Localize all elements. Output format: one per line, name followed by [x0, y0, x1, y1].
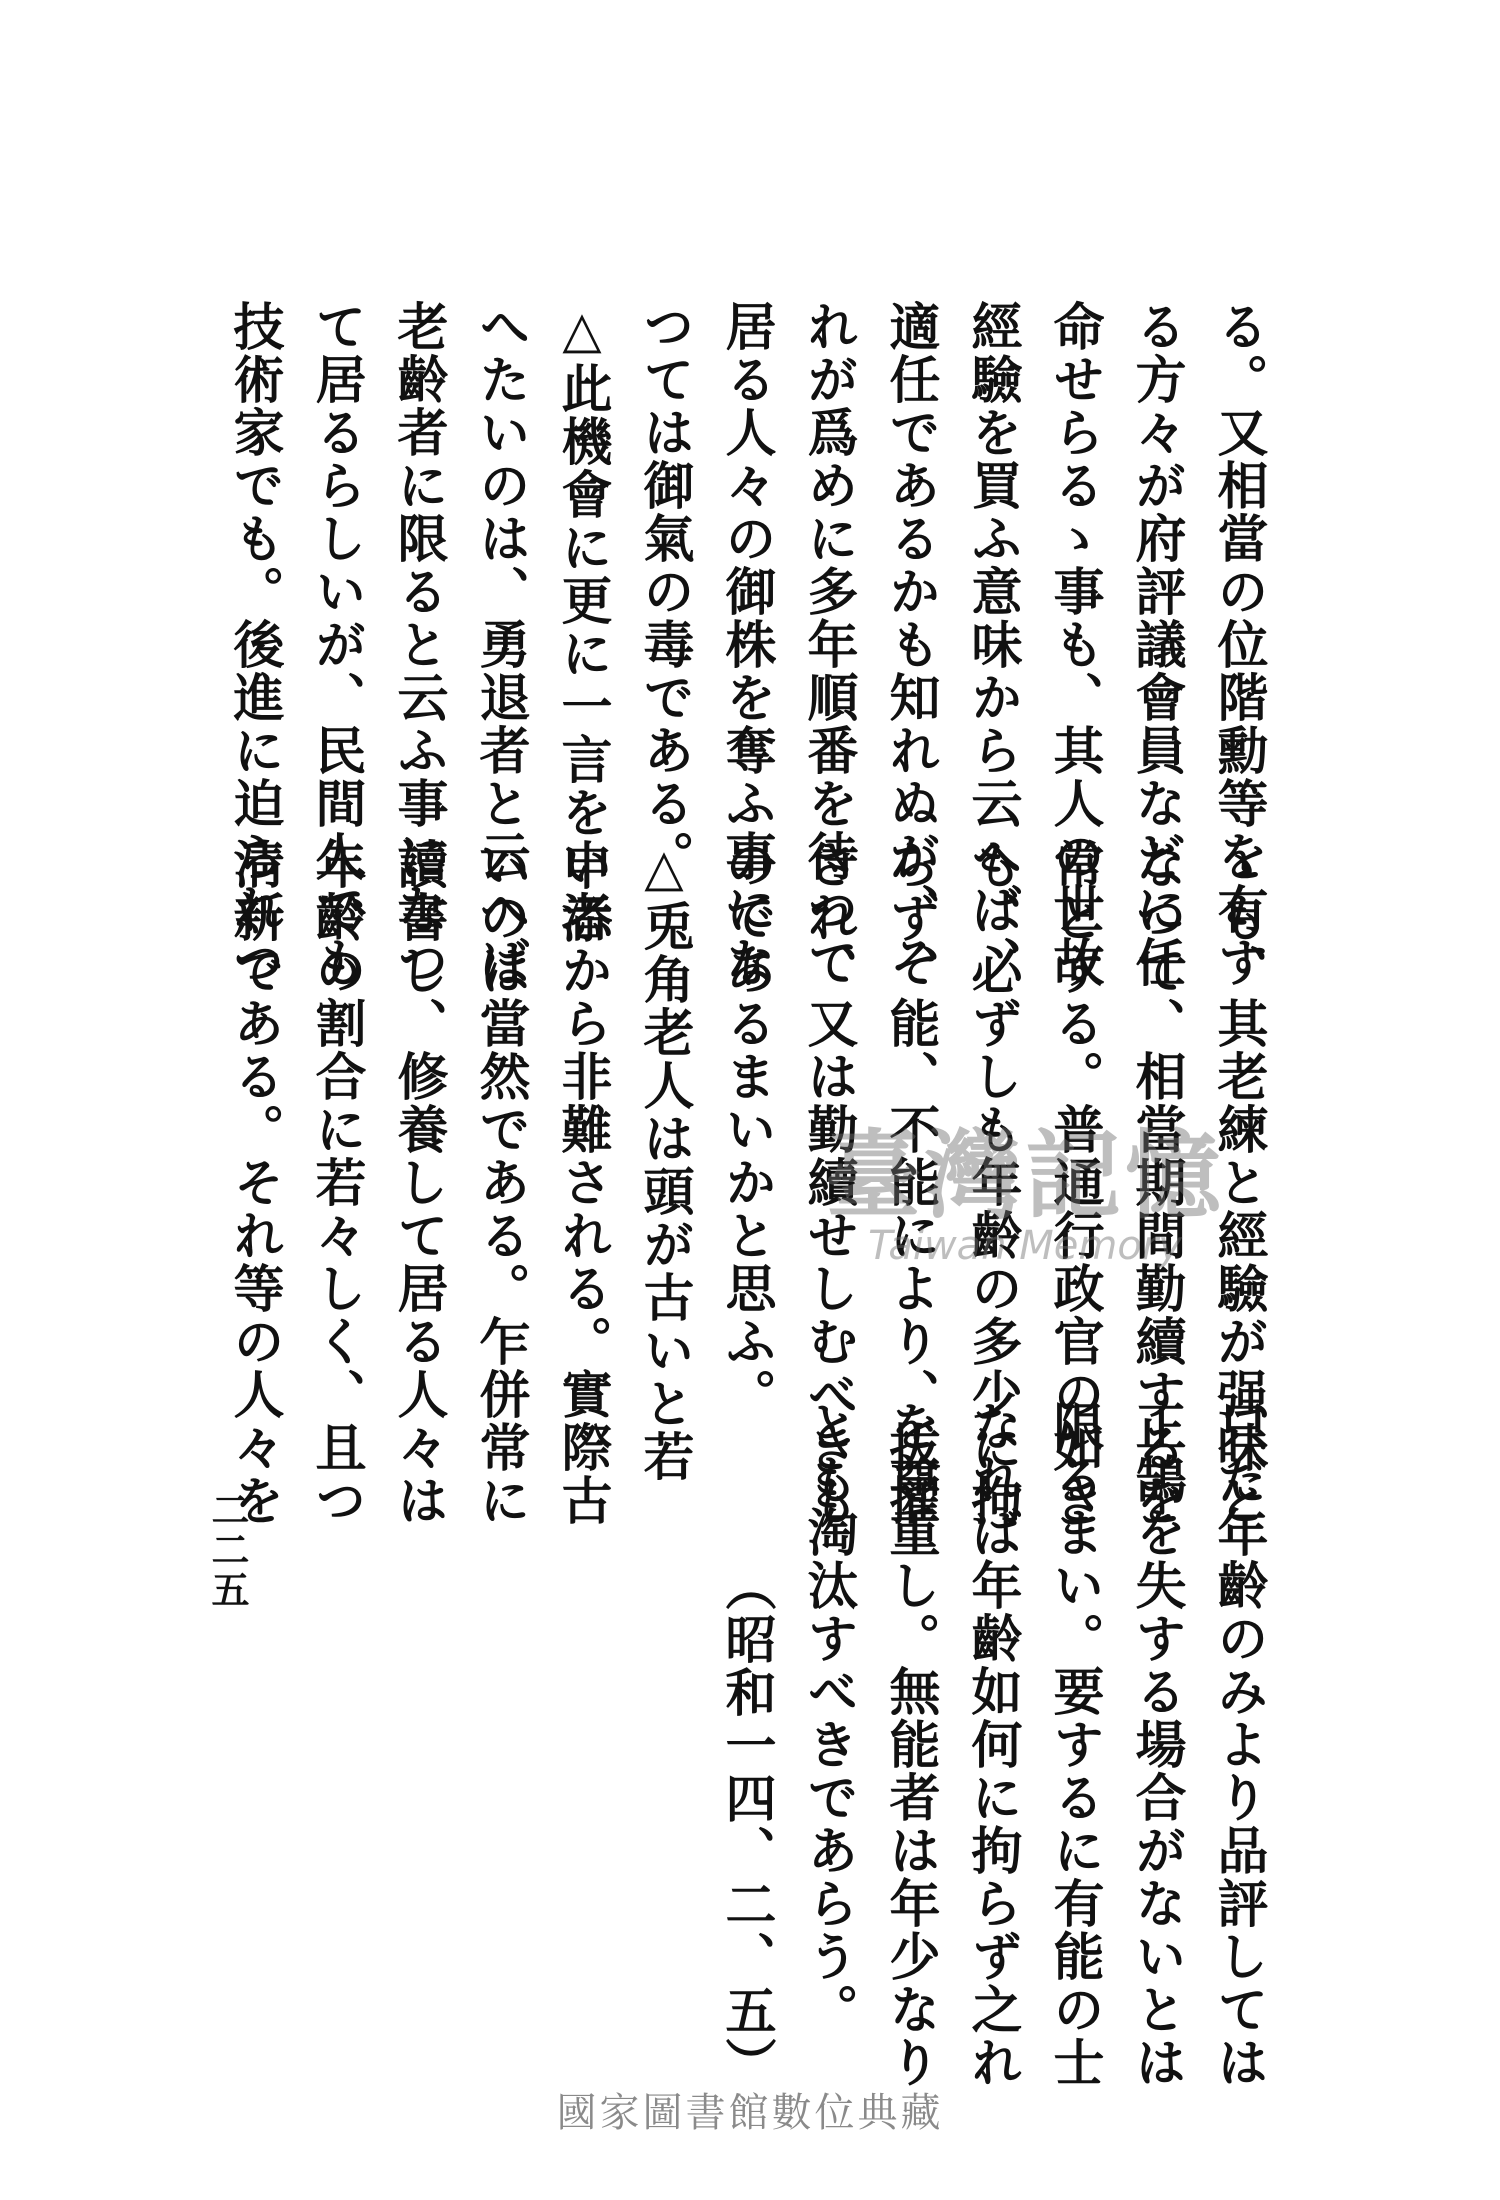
text-column: 老齡者に限ると云ふ事になつ — [388, 300, 448, 989]
date-line: （昭和一四、二、五） — [716, 1560, 776, 2090]
text-column: 淸新である。それ等の人々を — [224, 838, 284, 1527]
text-column: のであるまいかと思ふ。 — [716, 838, 776, 1421]
text-column: れが爲めに多年順番を待つて — [798, 300, 858, 989]
text-column: なれば年齡如何に拘らず之れ — [962, 1400, 1022, 2089]
text-column: ゝも、其老練と經驗が强味と — [1208, 838, 1268, 1527]
text-column: 適任であるかも知れぬが、そ — [880, 300, 940, 989]
text-column: て居るらしいが、民間人でも — [306, 300, 366, 989]
text-column: も、必ずしも年齡の多少に拘 — [962, 838, 1022, 1527]
watermark-main-text: 臺灣記憶 — [825, 1120, 1225, 1232]
text-column: なつて、相當期間勤續するを — [1126, 838, 1186, 1527]
text-column: 居る人々の御株を奪ふ事にな — [716, 300, 776, 989]
text-column: 只だ年齡のみより品評しては — [1208, 1400, 1268, 2089]
text-column: る方々が府評議會員などに任 — [1126, 300, 1186, 989]
watermark-sub-text: Taiwan Memory — [868, 1223, 1182, 1269]
text-column: 正鵠を失する場合がないとは — [1126, 1400, 1186, 2089]
text-column: い者から非難される。實際古 — [552, 838, 612, 1527]
text-column: を尊重し。無能者は年少なり — [880, 1400, 940, 2089]
text-column: 技術家でも。後進に迫られつ — [224, 300, 284, 989]
text-column: つては御氣の毒である。 — [634, 300, 694, 883]
text-column: る。又相當の位階勳等を有す — [1208, 300, 1268, 989]
text-column: 限るまい。要するに有能の士 — [1044, 1400, 1104, 2089]
text-column: 命せらるゝ事も、其人の世故 — [1044, 300, 1104, 989]
footer-credit: 國家圖書館數位典藏 — [556, 2090, 944, 2136]
text-column: いのは當然である。乍併常に — [470, 838, 530, 1527]
text-column: とも淘汰すべきであらう。 — [798, 1400, 858, 2036]
text-column: らず、能、不能により、拔擢 — [880, 838, 940, 1527]
text-block-lower — [689, 1400, 1268, 2090]
text-column: 經驗を買ふ意味から云へば、 — [962, 300, 1022, 989]
watermark-logo — [745, 1100, 1305, 1269]
page-number: 二二五 — [205, 1490, 250, 1610]
text-column: △此機會に更に一言を申添 — [552, 300, 612, 945]
text-column: 讀書し、修養して居る人々は — [388, 838, 448, 1527]
text-column: 常とする。普通行政官の如き — [1044, 838, 1104, 1527]
text-column: 年齡の割合に若々しく、且つ — [306, 838, 366, 1527]
text-column: △兎角老人は頭が古いと若 — [634, 838, 694, 1483]
text-column: へたいのは、勇退者と云へば — [470, 300, 530, 989]
text-column: され、又は勤續せしむべきも — [798, 838, 858, 1527]
